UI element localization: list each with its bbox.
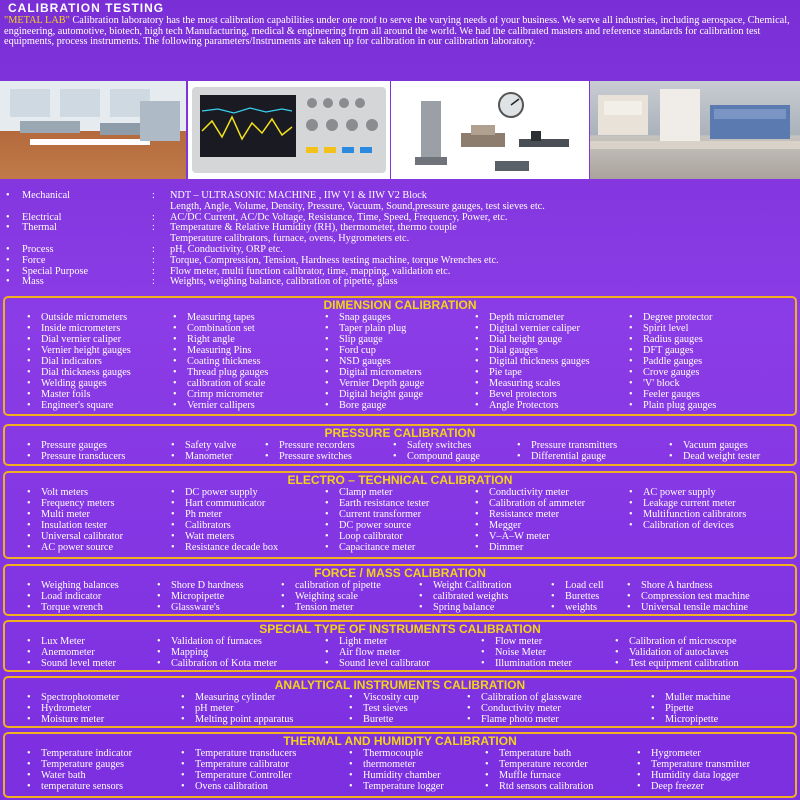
separator: : [152, 222, 155, 234]
list-item: • Capacitance meter [325, 542, 429, 553]
list-item: • Watt meters [171, 531, 278, 542]
list-item: • Micropipette [651, 714, 718, 725]
list-item: • Leakage current meter [629, 498, 746, 509]
list-item: • Spirit level [629, 323, 716, 334]
list-item: • Pressure recorders [265, 440, 355, 451]
list-item: • Bore gauge [325, 400, 424, 411]
list-item: • Calibrators [171, 520, 278, 531]
parameter-name: Mechanical [22, 190, 71, 201]
item-column [173, 312, 268, 411]
item-column [27, 487, 123, 553]
parameter-name: Electrical [22, 211, 62, 223]
list-item: • Conductivity meter [467, 703, 561, 714]
analytical-title: ANALYTICAL INSTRUMENTS CALIBRATION [274, 678, 526, 692]
list-item: • Bevel protectors [475, 389, 590, 400]
list-item: • calibration of scale [173, 378, 268, 389]
list-item: • Digital micrometers [325, 367, 424, 378]
electro-technical-calibration-section [3, 471, 797, 559]
list-item: • Flame photo meter [467, 714, 559, 725]
list-item: • Dial indicators [27, 356, 131, 367]
parameter-value: Flow meter, multi function calibrator, time, mapping, validation etc. [170, 265, 451, 277]
parameter-row [6, 256, 796, 267]
list-item: • Air flow meter [325, 647, 400, 658]
list-item: • Test equipment calibration [615, 658, 739, 669]
list-item: • Dead weight tester [669, 451, 760, 462]
list-item: • Noise Meter [481, 647, 546, 658]
list-item: • Thermocouple [349, 748, 423, 759]
item-row [5, 440, 795, 451]
bullet-icon: • [6, 243, 10, 255]
item-row [5, 748, 795, 759]
list-item: • Pressure switches [265, 451, 352, 462]
list-item: • Feeler gauges [629, 389, 716, 400]
list-item: • Dial height gauge [475, 334, 590, 345]
list-item: • Outside micrometers [27, 312, 131, 323]
list-item: • Snap gauges [325, 312, 424, 323]
list-item: • Radius gauges [629, 334, 716, 345]
list-item: • Angle Protectors [475, 400, 590, 411]
separator: : [152, 190, 155, 201]
item-column [27, 312, 131, 411]
parameter-value: Torque, Compression, Tension, Hardness testing machine, torque Wrenches etc. [170, 254, 499, 266]
pressure-calibration-section [3, 424, 797, 466]
list-item: • Compound gauge [393, 451, 480, 462]
list-item: • Weighing balances [27, 580, 119, 591]
oscilloscope-photo [188, 81, 390, 179]
separator: : [152, 243, 155, 255]
parameter-name: Mass [22, 276, 44, 288]
item-column [629, 487, 746, 531]
item-column [475, 487, 585, 553]
analytical-items [5, 692, 795, 726]
list-item: • Calibration of devices [629, 520, 746, 531]
parameter-value: Weights, weighing balance, calibration of pipette, glass [170, 276, 398, 288]
parameter-name: Process [22, 243, 54, 255]
list-item: • Humidity data logger [637, 770, 739, 781]
item-row [5, 658, 795, 669]
item-column [325, 487, 429, 553]
list-item: • V–A–W meter [475, 531, 585, 542]
item-column [629, 312, 716, 411]
list-item: • Pressure gauges [27, 440, 107, 451]
list-item: • Ovens calibration [181, 781, 268, 792]
list-item: • Spring balance [419, 602, 494, 613]
list-item: • weights [551, 602, 597, 613]
list-item: • Weighing scale [281, 591, 358, 602]
bullet-icon: • [6, 211, 10, 223]
list-item: • Shore D hardness [157, 580, 244, 591]
dimension-calibration-section [3, 296, 797, 416]
list-item: • Vernier Depth gauge [325, 378, 424, 389]
list-item: • Compression test machine [627, 591, 750, 602]
pressure-title: PRESSURE CALIBRATION [324, 426, 476, 440]
measuring-instruments-photo [391, 81, 589, 179]
list-item: • Combination set [173, 323, 268, 334]
list-item: • DFT gauges [629, 345, 716, 356]
list-item: • Temperature Controller [181, 770, 292, 781]
list-item: • Burette [349, 714, 393, 725]
list-item: • Temperature transmitter [637, 759, 750, 770]
parameter-name: Thermal [22, 222, 57, 234]
list-item: • Water bath [27, 770, 86, 781]
list-item: • Conductivity meter [475, 487, 585, 498]
list-item: • Pressure transducers [27, 451, 125, 462]
list-item: • Calibration of ammeter [475, 498, 585, 509]
thermal-items [5, 748, 795, 796]
list-item: • Frequency meters [27, 498, 123, 509]
parameter-row [6, 202, 796, 213]
list-item: • Right angle [173, 334, 268, 345]
list-item: • calibration of pipette [281, 580, 381, 591]
list-item: • Temperature gauges [27, 759, 124, 770]
parameter-row [6, 267, 796, 278]
item-row [5, 636, 795, 647]
lab-equipment-photo [590, 81, 800, 179]
list-item: • Slip gauge [325, 334, 424, 345]
thermal-title: THERMAL AND HUMIDITY CALIBRATION [283, 734, 517, 748]
list-item: • DC power supply [171, 487, 278, 498]
item-row [5, 703, 795, 714]
list-item: • DC power source [325, 520, 429, 531]
list-item: • Light meter [325, 636, 387, 647]
list-item: • Humidity chamber [349, 770, 441, 781]
list-item: • Welding gauges [27, 378, 131, 389]
list-item: • Calibration of microscope [615, 636, 737, 647]
dimension-items [5, 312, 795, 414]
list-item: • 'V' block [629, 378, 716, 389]
force-title: FORCE / MASS CALIBRATION [314, 566, 486, 580]
list-item: • Micropipette [157, 591, 224, 602]
list-item: • Universal tensile machine [627, 602, 748, 613]
list-item: • Dial gauges [475, 345, 590, 356]
list-item: • Lux Meter [27, 636, 85, 647]
list-item: • Spectrophotometer [27, 692, 119, 703]
item-row [5, 451, 795, 462]
list-item: • Dimmer [475, 542, 585, 553]
list-item: • AC power supply [629, 487, 746, 498]
item-row [5, 647, 795, 658]
list-item: • Pie tape [475, 367, 590, 378]
intro-text: Calibration laboratory has the most calibration capabilities under one roof to serve the varying needs of your business. We serve all industries, including aerospace, Chemical, engineering, automotive, biotech, high tech Manufacturing, medical & engineering from all around the world. We had the calibrated masters and reference standards for calibration test equipments, process instruments. The following parameters/Instruments are taken up for calibration in our calibration laboratory. [4, 16, 790, 48]
list-item: • Multi meter [27, 509, 123, 520]
parameter-name: Special Purpose [22, 265, 89, 277]
list-item: • Measuring scales [475, 378, 590, 389]
list-item: • Ph meter [171, 509, 278, 520]
separator: : [152, 276, 155, 288]
bullet-icon: • [6, 265, 10, 277]
item-row [5, 770, 795, 781]
parameter-value: Temperature calibrators, furnace, ovens, Hygrometers etc. [170, 233, 410, 245]
item-row [5, 580, 795, 591]
list-item: • Megger [475, 520, 585, 531]
list-item: • Clamp meter [325, 487, 429, 498]
list-item: • Digital thickness gauges [475, 356, 590, 367]
list-item: • Pressure transmitters [517, 440, 617, 451]
parameters-list [6, 191, 796, 293]
list-item: • Insulation tester [27, 520, 123, 531]
list-item: • Temperature transducers [181, 748, 296, 759]
list-item: • Earth resistance tester [325, 498, 429, 509]
list-item: • Temperature bath [485, 748, 571, 759]
list-item: • Validation of autoclaves [615, 647, 729, 658]
item-column [475, 312, 590, 411]
list-item: • Torque wrench [27, 602, 103, 613]
separator: : [152, 254, 155, 266]
item-row [5, 759, 795, 770]
list-item: • Dial thickness gauges [27, 367, 131, 378]
list-item: • Melting point apparatus [181, 714, 293, 725]
list-item: • Calibration of glassware [467, 692, 582, 703]
list-item: • calibrated weights [419, 591, 508, 602]
list-item: • Test sieves [349, 703, 408, 714]
list-item: • Measuring tapes [173, 312, 268, 323]
electro-items [5, 487, 795, 557]
list-item: • Depth micrometer [475, 312, 590, 323]
item-column [325, 312, 424, 411]
list-item: • Vernier callipers [173, 400, 268, 411]
list-item: • Muffle furnace [485, 770, 561, 781]
list-item: • NSD gauges [325, 356, 424, 367]
list-item: • Master foils [27, 389, 131, 400]
list-item: • Safety switches [393, 440, 471, 451]
list-item: • temperature sensors [27, 781, 123, 792]
special-title: SPECIAL TYPE OF INSTRUMENTS CALIBRATION [259, 622, 541, 636]
list-item: • Load cell [551, 580, 604, 591]
list-item: • Plain plug gauges [629, 400, 716, 411]
list-item: • Coating thickness [173, 356, 268, 367]
list-item: • Calibration of Kota meter [157, 658, 277, 669]
list-item: • Hydrometer [27, 703, 91, 714]
item-row [5, 714, 795, 725]
list-item: • Pipette [651, 703, 694, 714]
list-item: • AC power source [27, 542, 123, 553]
separator: : [152, 265, 155, 277]
list-item: • Temperature indicator [27, 748, 132, 759]
bullet-icon: • [6, 190, 10, 201]
list-item: • Hart communicator [171, 498, 278, 509]
list-item: • Degree protector [629, 312, 716, 323]
analytical-instruments-calibration-section [3, 676, 797, 728]
list-item: • Inside micrometers [27, 323, 131, 334]
bullet-icon: • [6, 222, 10, 234]
dimension-title: DIMENSION CALIBRATION [323, 298, 477, 312]
thermal-humidity-calibration-section [3, 732, 797, 798]
list-item: • Weight Calibration [419, 580, 511, 591]
list-item: • Temperature logger [349, 781, 444, 792]
list-item: • Rtd sensors calibration [485, 781, 593, 792]
photo-strip [0, 81, 800, 179]
force-items [5, 580, 795, 614]
list-item: • Ford cup [325, 345, 424, 356]
special-items [5, 636, 795, 670]
list-item: • Deep freezer [637, 781, 704, 792]
list-item: • Dial vernier caliper [27, 334, 131, 345]
list-item: • Digital height gauge [325, 389, 424, 400]
list-item: • Sound level meter [27, 658, 116, 669]
list-item: • Temperature recorder [485, 759, 588, 770]
list-item: • Moisture meter [27, 714, 104, 725]
item-row [5, 591, 795, 602]
list-item: • Measuring cylinder [181, 692, 275, 703]
list-item: • Taper plain plug [325, 323, 424, 334]
parameter-row [6, 234, 796, 245]
parameter-value: pH, Conductivity, ORP etc. [170, 243, 283, 255]
item-column [171, 487, 278, 553]
list-item: • Vernier height gauges [27, 345, 131, 356]
list-item: • Sound level calibrator [325, 658, 430, 669]
electro-title: ELECTRO – TECHNICAL CALIBRATION [287, 473, 513, 487]
list-item: • Digital vernier caliper [475, 323, 590, 334]
list-item: • Current transformer [325, 509, 429, 520]
intro-paragraph [4, 16, 796, 78]
list-item: • Safety valve [171, 440, 236, 451]
force-mass-calibration-section [3, 564, 797, 616]
list-item: • Resistance meter [475, 509, 585, 520]
list-item: • Illumination meter [481, 658, 572, 669]
list-item: • Resistance decade box [171, 542, 278, 553]
item-row [5, 602, 795, 613]
pressure-items [5, 440, 795, 464]
list-item: • Crimp micrometer [173, 389, 268, 400]
list-item: • Temperature calibrator [181, 759, 289, 770]
parameter-value: Length, Angle, Volume, Density, Pressure, Vacuum, Sound,pressure gauges, test sieves etc. [170, 200, 545, 212]
parameter-value: NDT – ULTRASONIC MACHINE , IIW V1 & IIW V2 Block [170, 190, 427, 201]
list-item: • thermometer [349, 759, 416, 770]
separator: : [152, 211, 155, 223]
list-item: • Burettes [551, 591, 599, 602]
list-item: • Crove gauges [629, 367, 716, 378]
parameter-value: Temperature & Relative Humidity (RH), thermometer, thermo couple [170, 222, 457, 234]
list-item: • Muller machine [651, 692, 730, 703]
list-item: • Multifunction calibrators [629, 509, 746, 520]
lab-room-photo [0, 81, 186, 179]
list-item: • pH meter [181, 703, 234, 714]
list-item: • Loop calibrator [325, 531, 429, 542]
brand-name: "METAL LAB" [4, 16, 70, 26]
list-item: • Engineer's square [27, 400, 131, 411]
list-item: • Volt meters [27, 487, 123, 498]
list-item: • Validation of furnaces [157, 636, 262, 647]
item-row [5, 692, 795, 703]
list-item: • Manometer [171, 451, 232, 462]
list-item: • Glassware's [157, 602, 220, 613]
parameter-row [6, 277, 796, 288]
list-item: • Tension meter [281, 602, 353, 613]
list-item: • Universal calibrator [27, 531, 123, 542]
parameter-name: Force [22, 254, 46, 266]
page-title: CALIBRATION TESTING [8, 1, 165, 15]
special-instruments-calibration-section [3, 620, 797, 672]
list-item: • Thread plug gauges [173, 367, 268, 378]
list-item: • Flow meter [481, 636, 542, 647]
list-item: • Anemometer [27, 647, 95, 658]
bullet-icon: • [6, 276, 10, 288]
parameter-value: AC/DC Current, AC/Dc Voltage, Resistance, Time, Speed, Frequency, Power, etc. [170, 211, 508, 223]
list-item: • Load indicator [27, 591, 101, 602]
list-item: • Measuring Pins [173, 345, 268, 356]
list-item: • Paddle gauges [629, 356, 716, 367]
list-item: • Vacuum gauges [669, 440, 748, 451]
list-item: • Shore A hardness [627, 580, 713, 591]
list-item: • Viscosity cup [349, 692, 419, 703]
list-item: • Hygrometer [637, 748, 701, 759]
list-item: • Differential gauge [517, 451, 606, 462]
item-row [5, 781, 795, 792]
bullet-icon: • [6, 254, 10, 266]
list-item: • Mapping [157, 647, 208, 658]
